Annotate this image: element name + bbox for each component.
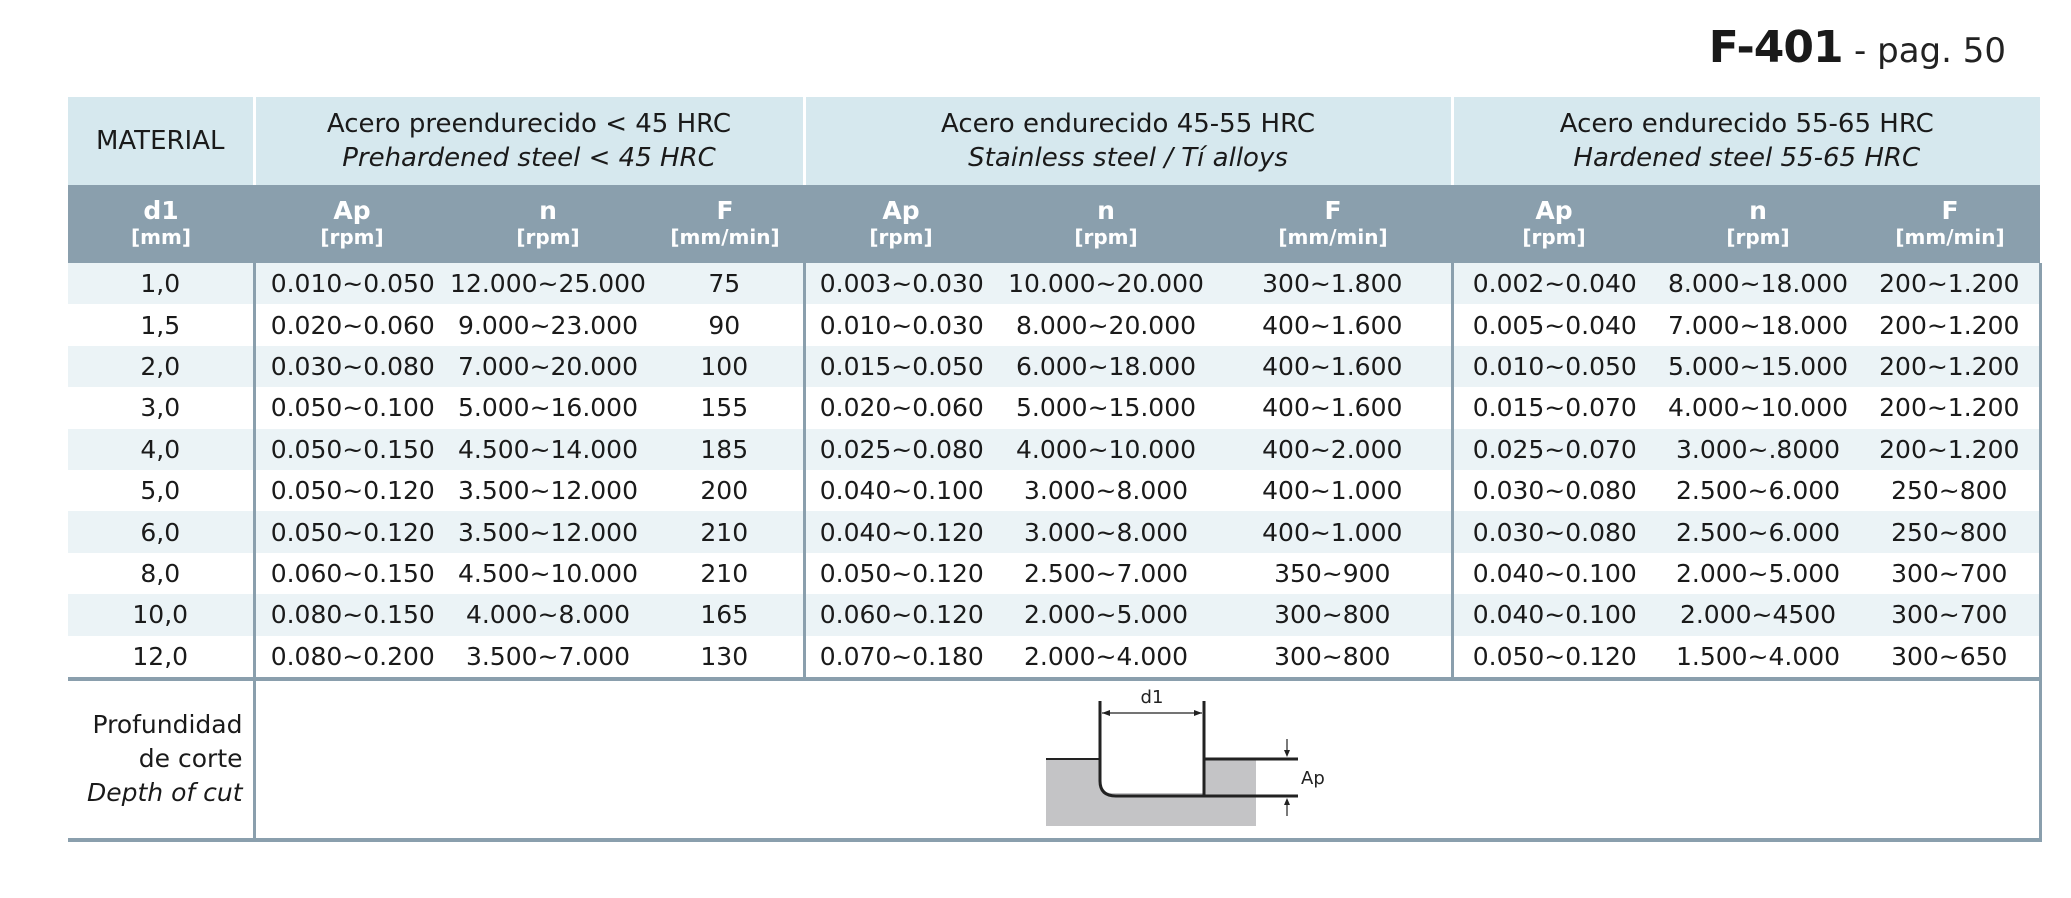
depth-of-cut-diagram xyxy=(1046,681,1346,838)
cell-d1: 10,0 xyxy=(68,594,254,635)
col-header-f-3 xyxy=(1860,185,2040,263)
table-cell: 8.000~18.000 xyxy=(1656,263,1860,304)
table-row xyxy=(68,346,2040,387)
col-header-ap-label: Ap xyxy=(333,196,371,225)
table-cell: 4.500~10.000 xyxy=(458,558,638,588)
table-row xyxy=(68,553,2040,594)
table-cell: 0.002~0.040 xyxy=(1452,263,1656,304)
table-cell: 300~1.800 xyxy=(1214,263,1452,304)
material-label: MATERIAL xyxy=(68,97,254,185)
table-cell: 400~1.600 xyxy=(1262,310,1403,340)
table-cell: 0.030~0.080 xyxy=(1452,511,1656,552)
table-cell: 5.000~15.000 xyxy=(1656,346,1860,387)
table-row xyxy=(68,636,2040,679)
col-header-d1-label: d1 xyxy=(143,196,179,225)
table-cell: 5.000~16.000 xyxy=(458,393,638,423)
table-cell: 210 xyxy=(646,511,804,552)
table-cell: 0.050~0.120 xyxy=(270,476,435,506)
cell-d1: 2,0 xyxy=(68,346,254,387)
col-header-f-1 xyxy=(646,185,804,263)
depth-of-cut-row xyxy=(68,679,2040,840)
table-cell: 7.000~18.000 xyxy=(1668,310,1849,340)
d1-label: d1 xyxy=(1140,686,1163,708)
table-cell: 100 xyxy=(646,346,804,387)
table-cell: 9.000~23.000 xyxy=(458,310,638,340)
depth-label-en: Depth of cut xyxy=(86,778,243,808)
cell-d1: 6,0 xyxy=(68,511,254,552)
material-group-2-en: Stainless steel / Tí alloys xyxy=(968,143,1288,173)
table-cell: 130 xyxy=(700,641,749,671)
table-cell: 0.040~0.100 xyxy=(804,470,998,511)
table-row xyxy=(68,429,2040,470)
table-cell: 0.030~0.080 xyxy=(1452,470,1656,511)
material-group-1-es: Acero preendurecido < 45 HRC xyxy=(326,109,732,139)
table-cell: 0.080~0.200 xyxy=(270,641,435,671)
table-cell: 4.000~10.000 xyxy=(998,429,1214,470)
page-reference xyxy=(1709,22,2006,73)
cell-d1: 1,0 xyxy=(68,263,254,304)
table-cell: 200~1.200 xyxy=(1860,346,2040,387)
table-cell: 400~1.600 xyxy=(1262,393,1403,423)
table-cell: 4.000~10.000 xyxy=(1668,393,1849,423)
col-header-d1 xyxy=(68,185,254,263)
ap-arrow-bottom xyxy=(1284,798,1290,805)
col-header-f-unit: [mm/min] xyxy=(1278,225,1388,249)
table-cell: 0.040~0.120 xyxy=(804,511,998,552)
depth-of-cut-label xyxy=(68,679,254,840)
d1-arrow-right xyxy=(1194,710,1202,716)
col-header-d1-unit: [mm] xyxy=(131,225,191,249)
table-cell: 0.050~0.120 xyxy=(1452,636,1656,679)
col-header-f-label: F xyxy=(716,196,734,225)
depth-label-line1: Profundidad xyxy=(92,710,243,740)
table-cell: 0.070~0.180 xyxy=(804,636,998,679)
table-cell: 0.015~0.050 xyxy=(804,346,998,387)
table-cell: 250~800 xyxy=(1860,470,2040,511)
table-cell: 0.060~0.150 xyxy=(270,558,435,588)
table-cell: 300~650 xyxy=(1860,636,2040,679)
table-cell: 2.000~5.000 xyxy=(998,594,1214,635)
table-cell: 0.040~0.100 xyxy=(1452,594,1656,635)
table-cell: 400~1.000 xyxy=(1262,476,1403,506)
cell-d1: 8,0 xyxy=(68,553,254,594)
material-group-2 xyxy=(804,97,1452,185)
col-header-ap-label: Ap xyxy=(882,196,920,225)
table-cell: 0.010~0.050 xyxy=(254,263,450,304)
col-header-n-2 xyxy=(998,185,1214,263)
table-cell: 90 xyxy=(708,310,741,340)
table-cell: 400~2.000 xyxy=(1214,429,1452,470)
table-cell: 0.050~0.120 xyxy=(804,553,998,594)
table-cell: 210 xyxy=(700,558,749,588)
data-rows xyxy=(68,263,2040,679)
material-group-3-es: Acero endurecido 55-65 HRC xyxy=(1559,109,1934,139)
col-header-n-3 xyxy=(1656,185,1860,263)
table-cell: 400~1.600 xyxy=(1214,346,1452,387)
col-header-ap-unit: [rpm] xyxy=(320,225,384,249)
table-cell: 155 xyxy=(700,393,749,423)
table-cell: 3.000~8.000 xyxy=(998,511,1214,552)
material-group-1 xyxy=(254,97,804,185)
table-cell: 165 xyxy=(646,594,804,635)
table-cell: 300~700 xyxy=(1860,594,2040,635)
cell-d1: 12,0 xyxy=(68,636,254,679)
table-cell: 3.000~8.000 xyxy=(1023,476,1189,506)
table-cell: 0.040~0.100 xyxy=(1452,553,1656,594)
col-header-n-unit: [rpm] xyxy=(1726,225,1790,249)
product-code: F-401 xyxy=(1708,22,1843,73)
col-header-f-unit: [mm/min] xyxy=(670,225,780,249)
cell-d1: 3,0 xyxy=(68,387,254,428)
table-cell: 0.010~0.050 xyxy=(1452,346,1656,387)
table-cell: 0.025~0.080 xyxy=(804,429,998,470)
col-header-n-1 xyxy=(450,185,646,263)
table-cell: 200 xyxy=(700,476,749,506)
table-row xyxy=(68,594,2040,635)
col-header-n-unit: [rpm] xyxy=(1074,225,1138,249)
col-header-ap-label: Ap xyxy=(1535,196,1573,225)
table-cell: 4.000~8.000 xyxy=(450,594,646,635)
cell-d1: 5,0 xyxy=(68,470,254,511)
table-cell: 200~1.200 xyxy=(1860,304,2040,345)
table-cell: 5.000~15.000 xyxy=(1016,393,1197,423)
table-cell: 0.020~0.060 xyxy=(804,387,998,428)
table-row xyxy=(68,511,2040,552)
table-cell: 0.010~0.030 xyxy=(804,304,998,345)
table-cell: 2.000~4.000 xyxy=(1023,641,1189,671)
table-cell: 6.000~18.000 xyxy=(998,346,1214,387)
table-cell: 7.000~20.000 xyxy=(450,346,646,387)
table-cell: 0.003~0.030 xyxy=(804,263,998,304)
table-row xyxy=(68,304,2040,345)
table-cell: 10.000~20.000 xyxy=(998,263,1214,304)
table-cell: 0.060~0.120 xyxy=(804,594,998,635)
col-header-f-label: F xyxy=(1941,196,1959,225)
material-group-3-en: Hardened steel 55-65 HRC xyxy=(1573,143,1921,173)
table-cell: 2.500~6.000 xyxy=(1656,511,1860,552)
material-group-3 xyxy=(1452,97,2040,185)
col-header-ap-1 xyxy=(254,185,450,263)
col-header-ap-unit: [rpm] xyxy=(1522,225,1586,249)
table-row xyxy=(68,387,2040,428)
col-header-ap-3 xyxy=(1452,185,1656,263)
cutting-parameters-table xyxy=(68,97,2042,842)
table-cell: 3.500~7.000 xyxy=(465,641,631,671)
table-cell: 2.500~6.000 xyxy=(1675,476,1841,506)
material-group-1-en: Prehardened steel < 45 HRC xyxy=(342,143,716,173)
table-cell: 8.000~20.000 xyxy=(1016,310,1197,340)
table-cell: 185 xyxy=(646,429,804,470)
table-cell: 0.080~0.150 xyxy=(254,594,450,635)
table-cell: 75 xyxy=(646,263,804,304)
col-header-n-label: n xyxy=(1749,196,1767,225)
table-row xyxy=(68,263,2040,304)
col-header-ap-unit: [rpm] xyxy=(869,225,933,249)
table-cell: 3.500~12.000 xyxy=(450,511,646,552)
d1-arrow-left xyxy=(1102,710,1110,716)
col-header-f-label: F xyxy=(1324,196,1342,225)
table-row xyxy=(68,470,2040,511)
table-cell: 0.020~0.060 xyxy=(270,310,435,340)
material-header-row xyxy=(68,97,2040,185)
table-cell: 4.500~14.000 xyxy=(450,429,646,470)
cut-pocket xyxy=(1100,759,1204,793)
material-group-2-es: Acero endurecido 45-55 HRC xyxy=(941,109,1315,139)
column-header-row xyxy=(68,185,2040,263)
table-cell: 200~1.200 xyxy=(1860,429,2040,470)
cell-d1: 1,5 xyxy=(68,304,254,345)
table-cell: 1.500~4.000 xyxy=(1675,641,1841,671)
depth-of-cut-figure-cell xyxy=(254,679,2040,840)
col-header-n-unit: [rpm] xyxy=(516,225,580,249)
col-header-f-unit: [mm/min] xyxy=(1895,225,2005,249)
table-cell: 0.030~0.080 xyxy=(254,346,450,387)
table-cell: 300~800 xyxy=(1214,594,1452,635)
table-cell: 2.500~7.000 xyxy=(1023,558,1189,588)
table-cell: 12.000~25.000 xyxy=(450,263,646,304)
ap-arrow-top xyxy=(1284,750,1290,757)
col-header-ap-2 xyxy=(804,185,998,263)
table-cell: 300~700 xyxy=(1860,553,2040,594)
table-cell: 0.005~0.040 xyxy=(1452,304,1656,345)
table-cell: 300~800 xyxy=(1274,641,1391,671)
table-cell: 3.000~.8000 xyxy=(1656,429,1860,470)
depth-label-line2: de corte xyxy=(138,744,243,774)
table-cell: 0.050~0.100 xyxy=(270,393,435,423)
page-number: - pag. 50 xyxy=(1854,31,2006,71)
table-cell: 200~1.200 xyxy=(1860,263,2040,304)
table-cell: 0.025~0.070 xyxy=(1452,429,1656,470)
col-header-f-2 xyxy=(1214,185,1452,263)
table-cell: 3.500~12.000 xyxy=(458,476,638,506)
col-header-n-label: n xyxy=(539,196,557,225)
col-header-n-label: n xyxy=(1097,196,1115,225)
table-cell: 2.000~4500 xyxy=(1656,594,1860,635)
cell-d1: 4,0 xyxy=(68,429,254,470)
table-cell: 2.000~5.000 xyxy=(1675,558,1841,588)
table-cell: 400~1.000 xyxy=(1214,511,1452,552)
table-cell: 0.050~0.150 xyxy=(254,429,450,470)
ap-label: Ap xyxy=(1300,767,1325,789)
table-cell: 0.050~0.120 xyxy=(254,511,450,552)
table-cell: 350~900 xyxy=(1274,558,1391,588)
table-cell: 200~1.200 xyxy=(1860,387,2040,428)
table-cell: 0.015~0.070 xyxy=(1452,387,1656,428)
table-cell: 250~800 xyxy=(1860,511,2040,552)
